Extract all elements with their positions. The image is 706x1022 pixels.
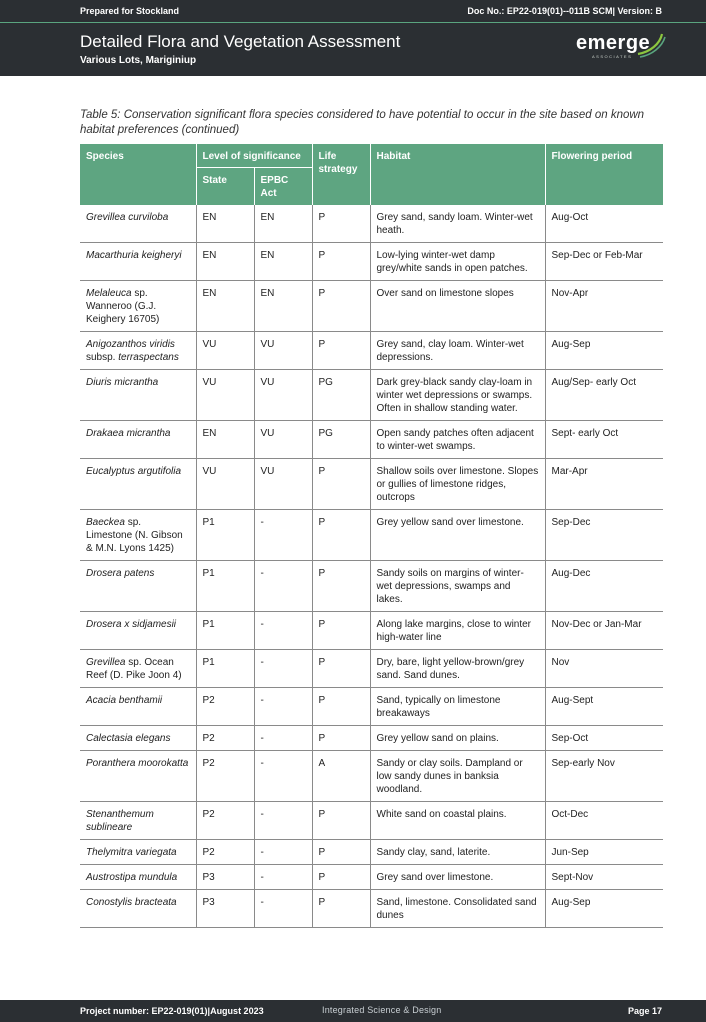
- cell-species: [80, 510, 196, 561]
- cell-habitat: White sand on coastal plains.: [370, 802, 545, 840]
- cell-habitat: Sandy clay, sand, laterite.: [370, 840, 545, 865]
- species-name: Grevillea curviloba: [86, 212, 169, 223]
- species-name: Acacia benthamii: [86, 695, 163, 706]
- cell-flowering: Oct-Dec: [545, 802, 663, 840]
- cell-flowering: Sep-Dec or Feb-Mar: [545, 243, 663, 281]
- cell-species: [80, 243, 196, 281]
- cell-flowering: Jun-Sep: [545, 840, 663, 865]
- cell-flowering: Sep-Oct: [545, 726, 663, 751]
- table-row: [80, 802, 663, 840]
- species-name: Baeckea: [86, 517, 125, 528]
- cell-epbc: -: [254, 561, 312, 612]
- table-row: [80, 459, 663, 510]
- cell-epbc: -: [254, 802, 312, 840]
- flora-species-table: [80, 144, 663, 928]
- species-qualifier: sp. Limestone (N. Gibson & M.N. Lyons 1425): [86, 517, 186, 554]
- table-row: [80, 243, 663, 281]
- cell-flowering: Nov-Apr: [545, 281, 663, 332]
- species-name: Anigozanthos viridis: [86, 339, 175, 350]
- cell-species: [80, 650, 196, 688]
- cell-state: P1: [196, 561, 254, 612]
- species-qualifier: sp. Wanneroo (G.J. Keighery 16705): [86, 288, 160, 325]
- cell-species: [80, 332, 196, 370]
- cell-life-strategy: PG: [312, 421, 370, 459]
- cell-epbc: EN: [254, 205, 312, 243]
- species-name: Thelymitra variegata: [86, 847, 177, 858]
- table-row: [80, 751, 663, 802]
- cell-state: P2: [196, 802, 254, 840]
- cell-flowering: Nov-Dec or Jan-Mar: [545, 612, 663, 650]
- table-body: [80, 205, 663, 928]
- cell-epbc: VU: [254, 370, 312, 421]
- company-logo: [576, 32, 666, 62]
- cell-flowering: Mar-Apr: [545, 459, 663, 510]
- cell-flowering: Sept-Nov: [545, 865, 663, 890]
- footer-tagline: Integrated Science & Design: [322, 1005, 442, 1015]
- cell-life-strategy: PG: [312, 370, 370, 421]
- cell-species: [80, 459, 196, 510]
- table-row: [80, 510, 663, 561]
- col-header-epbc: EPBC Act: [254, 168, 312, 206]
- cell-life-strategy: A: [312, 751, 370, 802]
- cell-species: [80, 281, 196, 332]
- cell-life-strategy: P: [312, 459, 370, 510]
- col-header-species: Species: [80, 144, 196, 205]
- cell-species: [80, 370, 196, 421]
- cell-state: VU: [196, 370, 254, 421]
- species-name: Drosera x sidjamesii: [86, 619, 177, 630]
- table-row: [80, 650, 663, 688]
- cell-epbc: VU: [254, 459, 312, 510]
- cell-life-strategy: P: [312, 332, 370, 370]
- cell-habitat: Grey yellow sand on plains.: [370, 726, 545, 751]
- cell-habitat: Grey sand over limestone.: [370, 865, 545, 890]
- cell-epbc: -: [254, 726, 312, 751]
- page-footer: [0, 1000, 706, 1022]
- cell-species: [80, 865, 196, 890]
- species-name: Drakaea micrantha: [86, 428, 171, 439]
- cell-state: EN: [196, 243, 254, 281]
- cell-state: P2: [196, 726, 254, 751]
- cell-life-strategy: P: [312, 510, 370, 561]
- cell-life-strategy: P: [312, 281, 370, 332]
- page-number: Page 17: [627, 1006, 662, 1016]
- cell-flowering: Sep-early Nov: [545, 751, 663, 802]
- cell-habitat: Dry, bare, light yellow-brown/grey sand. Sand dunes.: [370, 650, 545, 688]
- cell-habitat: Along lake margins, close to winter high-water line: [370, 612, 545, 650]
- species-name: Poranthera moorokatta: [86, 758, 189, 769]
- cell-epbc: -: [254, 751, 312, 802]
- cell-life-strategy: P: [312, 726, 370, 751]
- species-name: Drosera patens: [86, 568, 155, 579]
- cell-state: P1: [196, 612, 254, 650]
- cell-flowering: Sept- early Oct: [545, 421, 663, 459]
- cell-species: [80, 688, 196, 726]
- cell-state: P2: [196, 840, 254, 865]
- cell-habitat: Sand, typically on limestone breakaways: [370, 688, 545, 726]
- col-header-habitat: Habitat: [370, 144, 545, 205]
- cell-habitat: Shallow soils over limestone. Slopes or gullies of limestone ridges, outcrops: [370, 459, 545, 510]
- cell-habitat: Sand, limestone. Consolidated sand dunes: [370, 890, 545, 928]
- cell-habitat: Over sand on limestone slopes: [370, 281, 545, 332]
- cell-state: P3: [196, 890, 254, 928]
- species-name: Melaleuca: [86, 288, 132, 299]
- cell-flowering: Aug-Sep: [545, 332, 663, 370]
- cell-flowering: Nov: [545, 650, 663, 688]
- cell-epbc: -: [254, 650, 312, 688]
- cell-species: [80, 205, 196, 243]
- cell-state: EN: [196, 281, 254, 332]
- table-row: [80, 281, 663, 332]
- col-header-level: Level of significance: [196, 144, 312, 168]
- cell-species: [80, 726, 196, 751]
- species-name: Eucalyptus argutifolia: [86, 466, 182, 477]
- logo-wordmark: emerge: [576, 32, 651, 54]
- species-name: Diuris micrantha: [86, 377, 159, 388]
- prepared-for: Prepared for Stockland: [80, 6, 180, 16]
- cell-epbc: EN: [254, 243, 312, 281]
- cell-epbc: -: [254, 510, 312, 561]
- table-row: [80, 840, 663, 865]
- species-qualifier: subsp.: [86, 339, 178, 363]
- cell-habitat: Open sandy patches often adjacent to winter-wet swamps.: [370, 421, 545, 459]
- cell-epbc: -: [254, 865, 312, 890]
- table-row: [80, 726, 663, 751]
- species-name: Macarthuria keigheryi: [86, 250, 182, 261]
- cell-habitat: Sandy soils on margins of winter-wet depressions, swamps and lakes.: [370, 561, 545, 612]
- cell-epbc: VU: [254, 332, 312, 370]
- table-row: [80, 561, 663, 612]
- cell-life-strategy: P: [312, 865, 370, 890]
- table-row: [80, 612, 663, 650]
- cell-life-strategy: P: [312, 688, 370, 726]
- col-header-life-strategy: Life strategy: [312, 144, 370, 205]
- table-row: [80, 332, 663, 370]
- table-row: [80, 205, 663, 243]
- table-row: [80, 688, 663, 726]
- species-name: Conostylis bracteata: [86, 897, 177, 908]
- cell-state: P1: [196, 650, 254, 688]
- cell-life-strategy: P: [312, 612, 370, 650]
- cell-species: [80, 751, 196, 802]
- document-title: Detailed Flora and Vegetation Assessment: [80, 32, 401, 51]
- cell-flowering: Aug-Oct: [545, 205, 663, 243]
- cell-state: VU: [196, 459, 254, 510]
- header-top-bar: [0, 0, 706, 23]
- col-header-flowering: Flowering period: [545, 144, 663, 205]
- cell-species: [80, 421, 196, 459]
- cell-life-strategy: P: [312, 205, 370, 243]
- table-row: [80, 370, 663, 421]
- cell-life-strategy: P: [312, 890, 370, 928]
- cell-epbc: -: [254, 612, 312, 650]
- table-caption: Table 5: Conservation significant flora species considered to have potential to occur in the site based on known habitat preferences (continued): [80, 109, 645, 136]
- cell-life-strategy: P: [312, 802, 370, 840]
- col-header-state: State: [196, 168, 254, 206]
- cell-habitat: Sandy or clay soils. Dampland or low sandy dunes in banksia woodland.: [370, 751, 545, 802]
- cell-life-strategy: P: [312, 243, 370, 281]
- species-name: Austrostipa mundula: [86, 872, 178, 883]
- cell-state: EN: [196, 205, 254, 243]
- cell-habitat: Grey sand, sandy loam. Winter-wet heath.: [370, 205, 545, 243]
- cell-habitat: Grey yellow sand over limestone.: [370, 510, 545, 561]
- cell-state: EN: [196, 421, 254, 459]
- cell-habitat: Low-lying winter-wet damp grey/white sands in open patches.: [370, 243, 545, 281]
- table-row: [80, 890, 663, 928]
- cell-state: P1: [196, 510, 254, 561]
- species-name: Stenanthemum sublineare: [86, 809, 154, 833]
- species-name: Calectasia elegans: [86, 733, 171, 744]
- cell-flowering: Aug-Sept: [545, 688, 663, 726]
- cell-species: [80, 561, 196, 612]
- cell-species: [80, 890, 196, 928]
- cell-state: P2: [196, 688, 254, 726]
- cell-habitat: Grey sand, clay loam. Winter-wet depressions.: [370, 332, 545, 370]
- cell-flowering: Aug-Dec: [545, 561, 663, 612]
- cell-life-strategy: P: [312, 561, 370, 612]
- cell-state: P2: [196, 751, 254, 802]
- cell-epbc: -: [254, 840, 312, 865]
- project-number: Project number: EP22-019(01)|August 2023: [80, 1006, 264, 1016]
- page-header: [0, 0, 706, 76]
- cell-flowering: Aug/Sep- early Oct: [545, 370, 663, 421]
- cell-epbc: VU: [254, 421, 312, 459]
- cell-epbc: -: [254, 688, 312, 726]
- cell-state: P3: [196, 865, 254, 890]
- cell-life-strategy: P: [312, 840, 370, 865]
- document-subtitle: Various Lots, Mariginiup: [80, 55, 197, 66]
- table-row: [80, 421, 663, 459]
- cell-epbc: EN: [254, 281, 312, 332]
- cell-species: [80, 802, 196, 840]
- document-number: Doc No.: EP22-019(01)--011B SCM| Version: B: [467, 6, 662, 16]
- cell-life-strategy: P: [312, 650, 370, 688]
- cell-state: VU: [196, 332, 254, 370]
- species-qualifier: sp. Ocean Reef (D. Pike Joon 4): [86, 657, 182, 681]
- species-name: Grevillea: [86, 657, 126, 668]
- cell-species: [80, 612, 196, 650]
- cell-species: [80, 840, 196, 865]
- cell-epbc: -: [254, 890, 312, 928]
- cell-habitat: Dark grey-black sandy clay-loam in winter wet depressions or swamps. Often in shallow standing water.: [370, 370, 545, 421]
- species-subspecies: terraspectans: [118, 352, 179, 363]
- table-row: [80, 865, 663, 890]
- cell-flowering: Aug-Sep: [545, 890, 663, 928]
- cell-flowering: Sep-Dec: [545, 510, 663, 561]
- logo-subtext: ASSOCIATES: [592, 54, 633, 59]
